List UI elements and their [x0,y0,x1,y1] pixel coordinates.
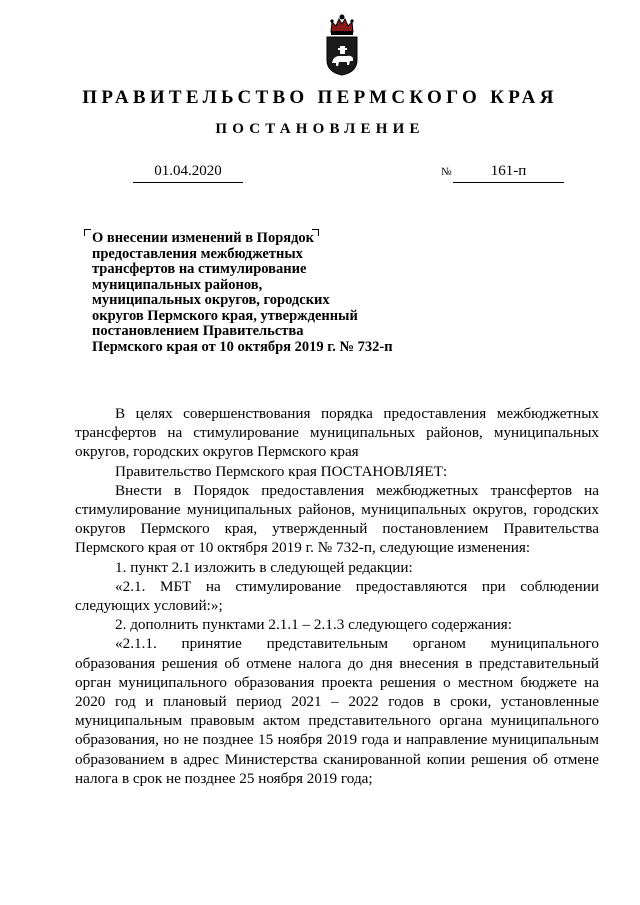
subject-line: муниципальных районов, [92,276,263,293]
body-paragraph: 2. дополнить пунктами 2.1.1 – 2.1.3 следующего содержания: [115,616,512,634]
document-body [75,404,599,788]
subject-line: предоставления межбюджетных [92,245,303,262]
number-label: № [441,166,452,178]
body-paragraph: Правительство Пермского края ПОСТАНОВЛЯЕТ: [115,462,448,480]
government-title: ПРАВИТЕЛЬСТВО ПЕРМСКОГО КРАЯ [82,87,558,108]
body-paragraph: 1. пункт 2.1 изложить в следующей редакции: [115,558,413,576]
body-paragraph: «2.1. МБТ на стимулирование предоставляются при соблюдении следующих условий:»; [75,577,599,615]
subject-line: О внесении изменений в Порядок [92,230,315,246]
subject-line: трансфертов на стимулирование [92,261,307,277]
body-paragraph: Внести в Порядок предоставления межбюджетных трансфертов на стимулирование муниципальных районов, муниципальных округов, городских округов Пермского края, утвержденный постановлением Правительства Пермского края от 10 октября 2019 г. № 732-п, следующие изменения: [75,481,599,557]
subject-line: муниципальных округов, городских [92,292,330,308]
perm-krai-coat-of-arms-icon [322,10,362,76]
document-subject [92,231,427,355]
document-date: 01.04.2020 [133,160,243,183]
body-paragraph: «2.1.1. принятие представительным органом муниципального образования решения об отмене налога до дня внесения в представительный орган муниципального образования проекта решения о местном бюджете на 2020 год и плановый период 2021 – 2022 годов в сроки, установленные муниципальным правовым актом представительного органа муниципального образования, но не позднее 15 ноября 2019 года и направление муниципальным образованием в адрес Министерства сканированной копии решения об отмене налога в срок не позднее 25 ноября 2019 года; [75,635,599,787]
body-paragraph: В целях совершенствования порядка предоставления межбюджетных трансфертов на стимулирование муниципальных районов, муниципальных округов, городских округов Пермского края [75,405,599,461]
document-type-title: ПОСТАНОВЛЕНИЕ [215,121,425,137]
subject-line: округов Пермского края, утвержденный [92,307,358,324]
subject-line: Пермского края от 10 октября 2019 г. № 732-п [92,338,393,355]
document-number: 161-п [453,160,564,183]
subject-line: постановлением Правительства [92,323,304,339]
subject-bracket-left [84,229,91,236]
